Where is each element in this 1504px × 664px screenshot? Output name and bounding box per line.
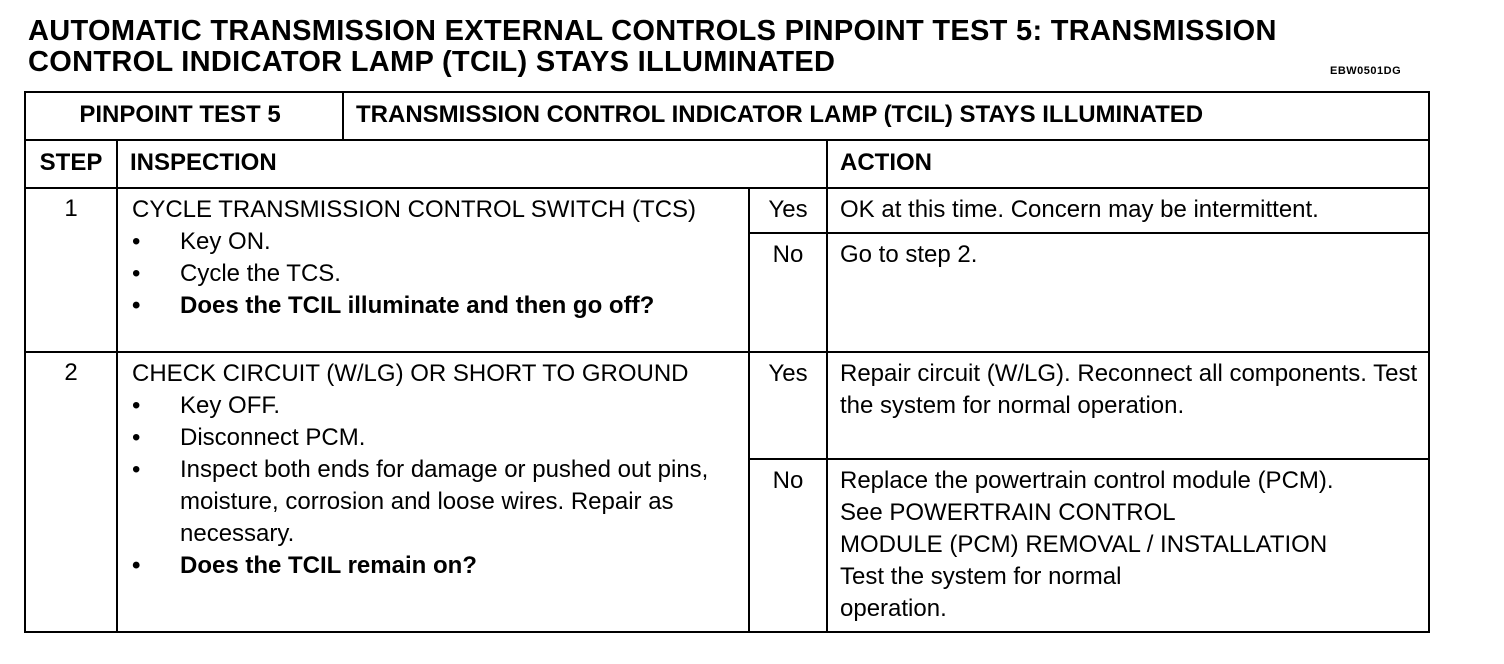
list-item: • Does the TCIL remain on? [132, 550, 740, 582]
no-label: No [749, 233, 827, 352]
table-row [25, 352, 1429, 459]
step-number: 2 [25, 352, 117, 632]
table-row [25, 188, 1429, 233]
yes-action: OK at this time. Concern may be intermittent. [827, 188, 1429, 233]
no-action-line: operation. [840, 595, 947, 622]
column-header-step: STEP [25, 140, 117, 188]
list-item: • Disconnect PCM. [132, 422, 740, 454]
inspection-title: CHECK CIRCUIT (W/LG) OR SHORT TO GROUND [132, 360, 689, 387]
test-header-row [25, 92, 1429, 140]
inspection-cell [117, 188, 749, 352]
no-action-line: See POWERTRAIN CONTROL [840, 499, 1176, 526]
list-item: • Key ON. [132, 226, 740, 258]
test-label: PINPOINT TEST 5 [25, 92, 343, 140]
no-action-line: Test the system for normal [840, 563, 1122, 590]
figure-code: EBW0501DG [1330, 65, 1402, 77]
no-action-line: MODULE (PCM) REMOVAL / INSTALLATION [840, 531, 1328, 558]
yes-label: Yes [749, 188, 827, 233]
test-title: TRANSMISSION CONTROL INDICATOR LAMP (TCIL) STAYS ILLUMINATED [343, 92, 1429, 140]
inspection-bullets [132, 226, 740, 322]
list-item: • Cycle the TCS. [132, 258, 740, 290]
no-action: Go to step 2. [827, 233, 1429, 352]
inspection-title: CYCLE TRANSMISSION CONTROL SWITCH (TCS) [132, 196, 697, 223]
column-header-row [25, 140, 1429, 188]
inspection-bullets [132, 390, 740, 582]
title-line-2: CONTROL INDICATOR LAMP (TCIL) STAYS ILLUMINATED [28, 46, 836, 78]
column-header-inspection: INSPECTION [117, 140, 827, 188]
list-item: • Key OFF. [132, 390, 740, 422]
no-label: No [749, 459, 827, 632]
yes-label: Yes [749, 352, 827, 459]
inspection-cell [117, 352, 749, 632]
document-title [28, 16, 1428, 78]
list-item: • Does the TCIL illuminate and then go off? [132, 290, 740, 322]
yes-action: Repair circuit (W/LG). Reconnect all components. Test the system for normal operation. [827, 352, 1429, 459]
no-action-line: Replace the powertrain control module (PCM). [840, 467, 1334, 494]
column-header-action: ACTION [827, 140, 1429, 188]
pinpoint-test-table [24, 91, 1430, 633]
list-item: • Inspect both ends for damage or pushed out pins, moisture, corrosion and loose wires. Repair as necessary. [132, 454, 740, 550]
step-number: 1 [25, 188, 117, 352]
title-line-1: AUTOMATIC TRANSMISSION EXTERNAL CONTROLS PINPOINT TEST 5: TRANSMISSION [28, 15, 1277, 47]
no-action [827, 459, 1429, 632]
